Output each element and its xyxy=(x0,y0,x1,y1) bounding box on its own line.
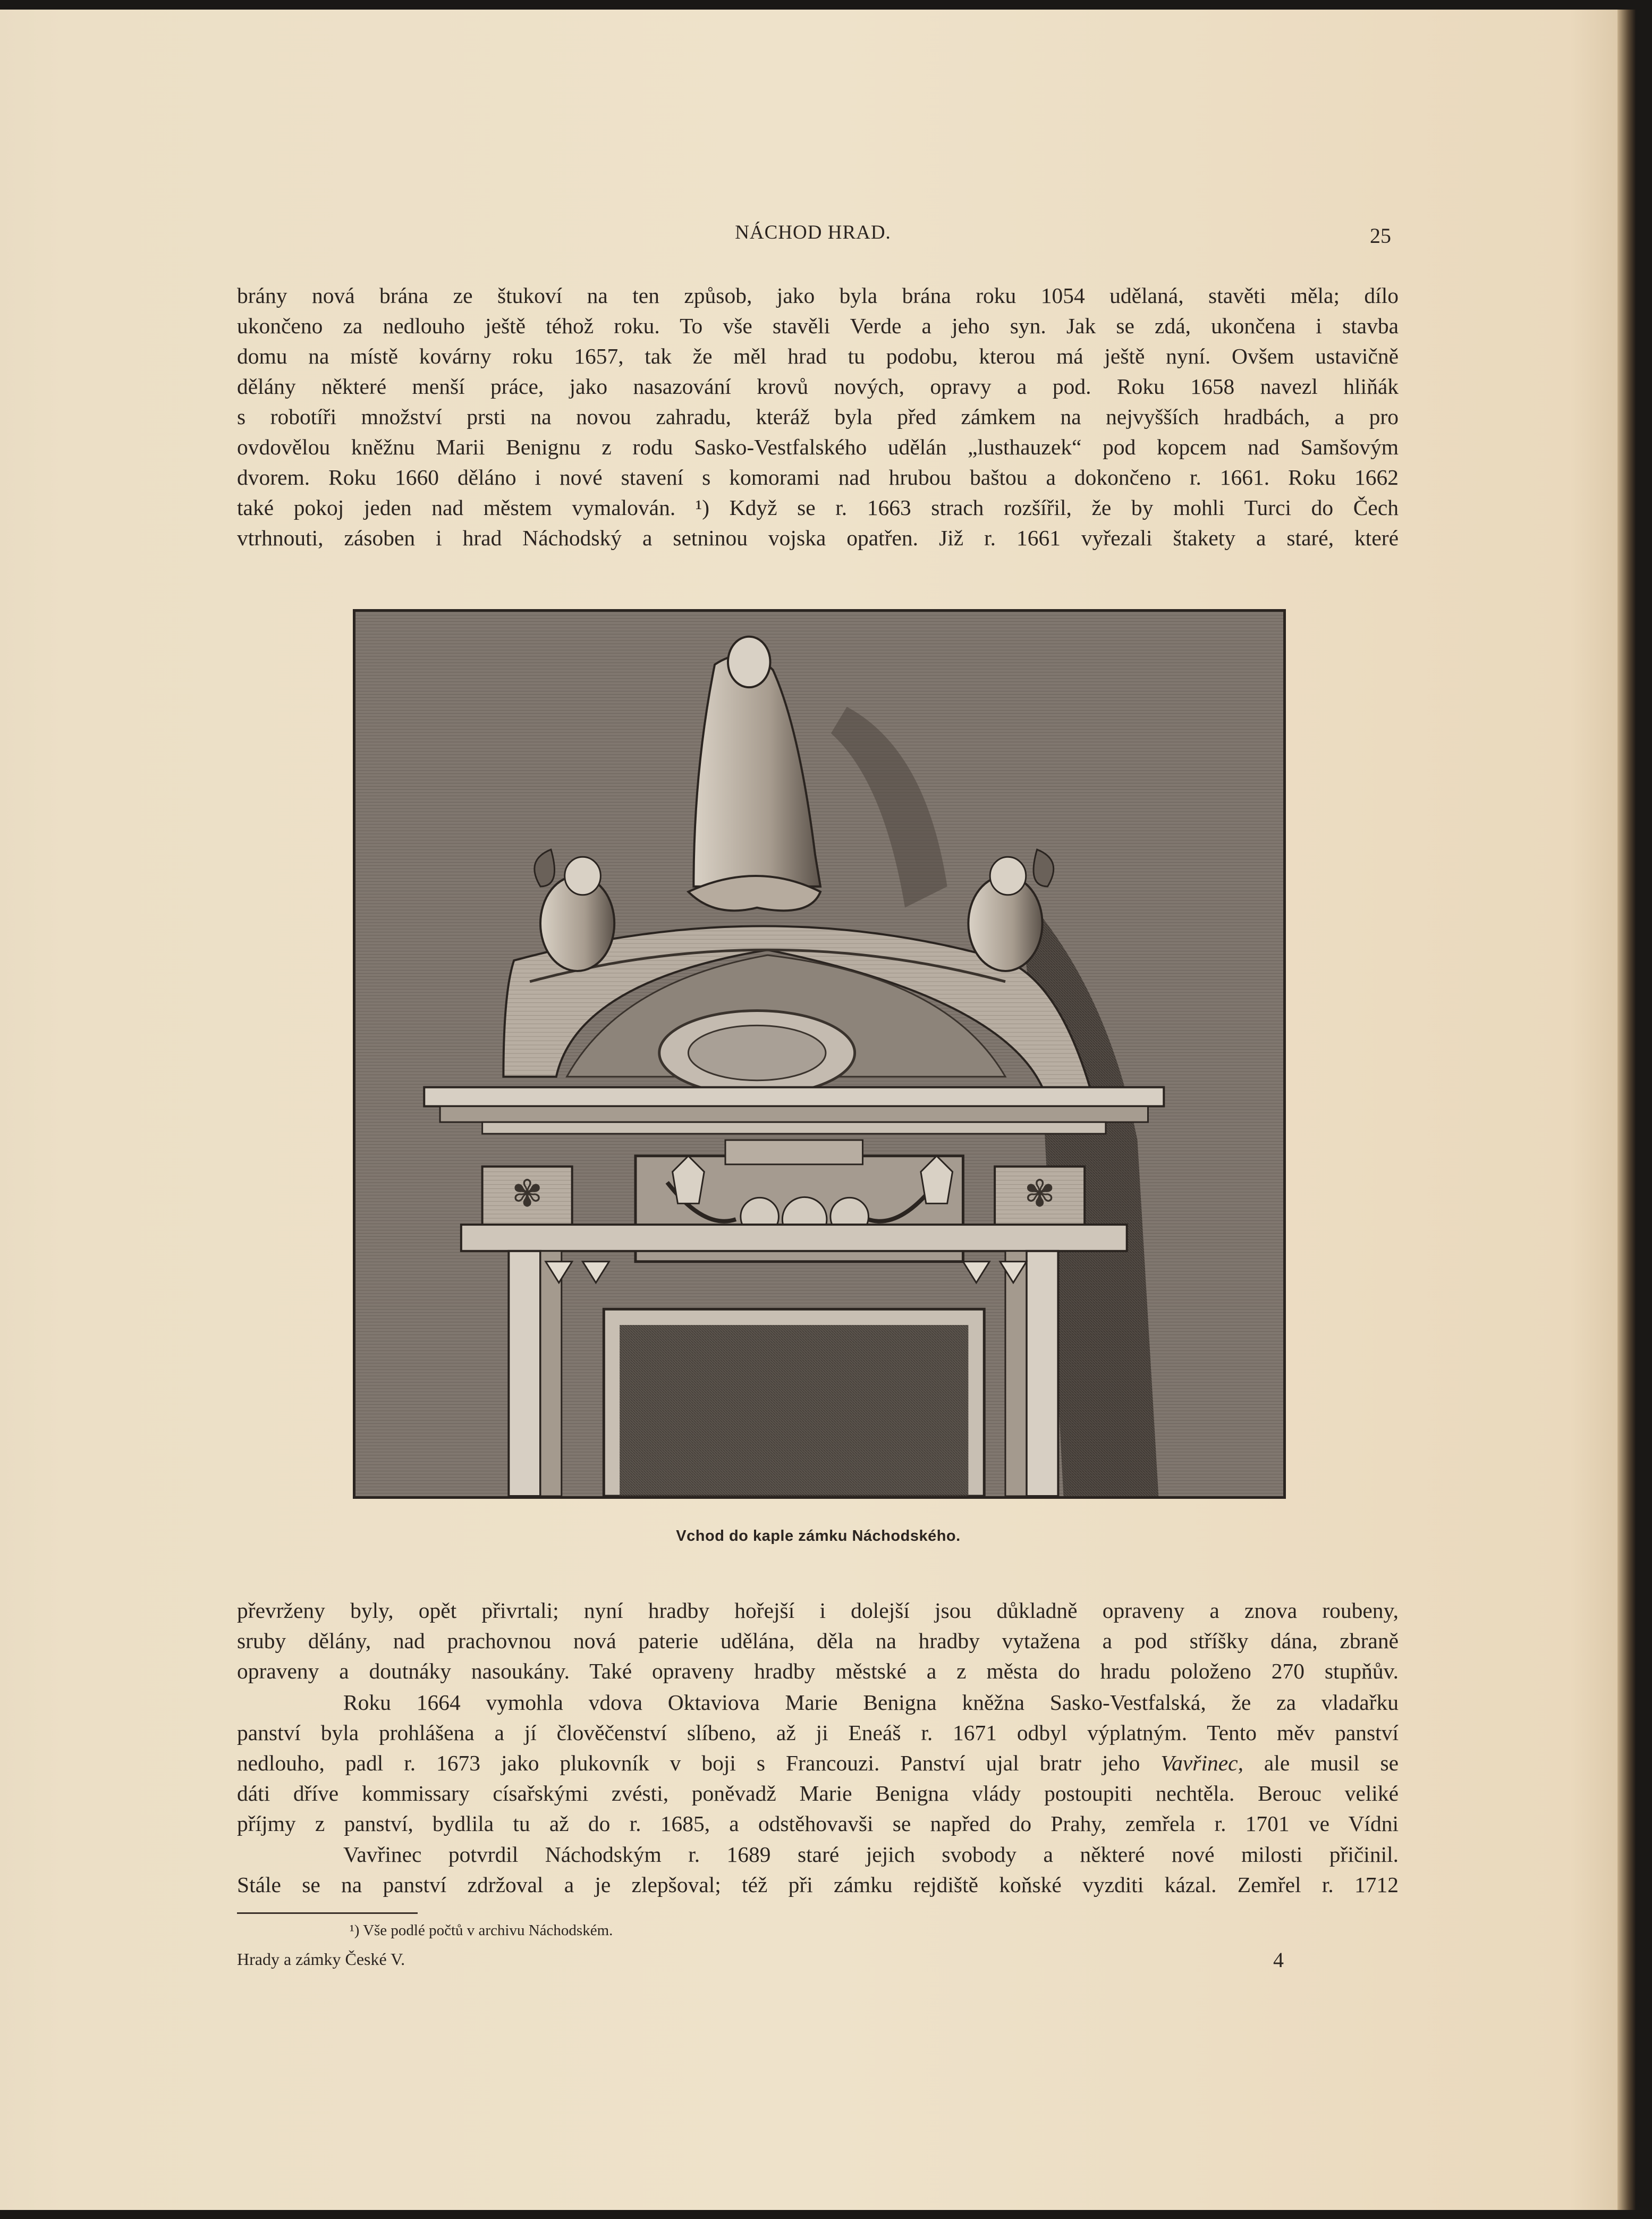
figure-caption: Vchod do kaple zámku Náchodského. xyxy=(676,1528,961,1545)
book-page xyxy=(0,10,1636,2210)
text-line: Stále se na panství zdržoval a je zlepšoval; též při zámku rejdiště koňské vyzditi kázal. Zemřel r. 1712 xyxy=(237,1872,1399,1897)
paragraph-bottom-2 xyxy=(237,1688,1399,1839)
series-signature: Hrady a zámky České V. xyxy=(237,1950,405,1969)
text-line: domu na místě kovárny roku 1657, tak že měl hrad tu podobu, kterou má ještě nyní. Ovšem ustavičně xyxy=(237,344,1399,368)
italic-name: Vavřinec, xyxy=(1160,1751,1243,1775)
paragraph-bottom-1 xyxy=(237,1596,1399,1686)
text-fragment: nedlouho, padl r. 1673 jako plukovník v boji s Francouzi. Panství ujal bratr jeho xyxy=(237,1751,1140,1775)
text-line: převrženy byly, opět přivrtali; nyní hradby hořejší i dolejší jsou důkladně opraveny a znova roubeny, xyxy=(237,1598,1399,1623)
text-line: ukončeno za nedlouho ještě téhož roku. To vše stavěli Verde a jeho syn. Jak se zdá, ukončena i stavba xyxy=(237,314,1399,338)
text-line: sruby dělány, nad prachovnou nová paterie udělána, děla na hradby vytažena a pod stříšky dána, zbraně xyxy=(237,1629,1399,1653)
sheet-signature: 4 xyxy=(1273,1948,1284,1972)
text-line: ovdovělou kněžnu Marii Benignu z rodu Sasko-Vestfalského udělán „lusthauzek“ pod kopcem nad Samšovým xyxy=(237,435,1399,459)
chapel-entrance-engraving xyxy=(353,609,1286,1499)
text-line: opraveny a doutnáky nasoukány. Také opraveny hradby městské a z města do hradu položeno 270 stupňův. xyxy=(237,1659,1399,1683)
footnote: ¹) Vše podlé počtů v archivu Náchodském. xyxy=(350,1922,613,1939)
text-line: Vavřinec potvrdil Náchodským r. 1689 staré jejich svobody a některé nové milosti přičinil. xyxy=(343,1842,1399,1867)
text-line xyxy=(237,1748,1399,1778)
text-line: dáti dříve kommissary císařskými zvésti, poněvadž Marie Benigna vlády postoupiti nechtěla. Berouc veliké xyxy=(237,1781,1399,1805)
svg-text:✾: ✾ xyxy=(511,1172,543,1216)
text-line: panství byla prohlášena a jí člověčenství slíbeno, až ji Eneáš r. 1671 odbyl výplatným. Tento měv panství xyxy=(237,1720,1399,1745)
page-edge-shadow xyxy=(1617,10,1636,2210)
footnote-rule xyxy=(237,1912,418,1914)
text-line: příjmy z panství, bydlila tu až do r. 1685, a odstěhovavši se napřed do Prahy, zemřela r. 1701 ve Vídni xyxy=(237,1811,1399,1836)
paragraph-bottom-3 xyxy=(237,1840,1399,1900)
text-line: vtrhnouti, zásoben i hrad Náchodský a setninou vojska opatřen. Již r. 1661 vyřezali štakety a staré, které xyxy=(237,526,1399,550)
paragraph-top xyxy=(237,281,1399,553)
text-line: Roku 1664 vymohla vdova Oktaviova Marie Benigna kněžna Sasko-Vestfalská, že za vladařku xyxy=(343,1690,1399,1715)
text-line: dvorem. Roku 1660 děláno i nové stavení s komorami nad hrubou baštou a dokončeno r. 1661. Roku 1662 xyxy=(237,465,1399,490)
text-fragment: ale musil se xyxy=(1264,1751,1399,1775)
text-line: s robotíři množství prsti na novou zahradu, kteráž byla před zámkem na nejvyšších hradbách, a pro xyxy=(237,404,1399,429)
running-title: NÁCHOD HRAD. xyxy=(735,222,891,243)
svg-text:✾: ✾ xyxy=(1024,1172,1055,1216)
text-line: dělány některé menší práce, jako nasazování krovů nových, opravy a pod. Roku 1658 navezl hliňák xyxy=(237,374,1399,399)
engraving-illustration xyxy=(355,612,1283,1496)
text-line: také pokoj jeden nad městem vymalován. ¹) Když se r. 1663 strach rozšířil, že by mohli Turci do Čech xyxy=(237,495,1399,520)
text-line: brány nová brána ze štukoví na ten způsob, jako byla brána roku 1054 udělaná, stavěti měla; dílo xyxy=(237,283,1399,308)
page-number: 25 xyxy=(1370,224,1391,248)
